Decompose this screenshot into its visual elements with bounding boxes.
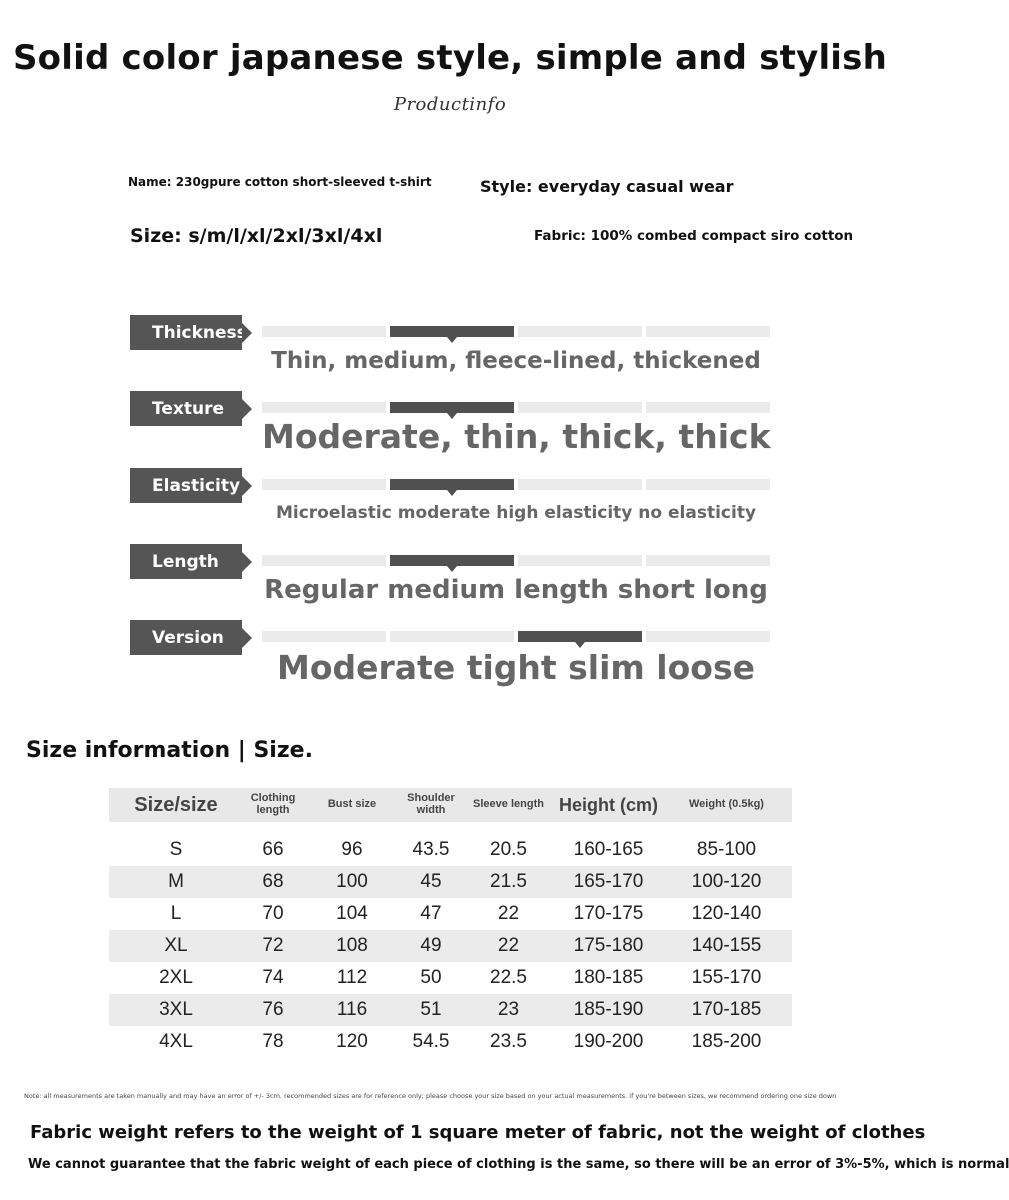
table-cell: 22: [461, 930, 556, 962]
table-cell: XL: [109, 930, 243, 962]
table-cell: 120: [336, 1031, 368, 1052]
table-cell: 47: [420, 903, 442, 924]
table-cell: M: [109, 866, 243, 898]
table-cell: 160-165: [573, 839, 644, 860]
table-cell: 66: [262, 839, 284, 860]
table-cell: 45: [401, 866, 461, 898]
scale-segment: [518, 326, 642, 337]
table-cell: 180-185: [573, 967, 644, 988]
scale-segment: [262, 555, 386, 566]
scale-segment-selected: [390, 326, 514, 337]
measurement-note: Note: all measurements are taken manually and may have an error of +/- 3cm. recommended sizes are for reference only; please choose your size based on your actual measurements. if you're between sizes, we recommend ordering one size down: [24, 1092, 837, 1100]
product-name: Name: 230gpure cotton short-sleeved t-shirt: [128, 175, 432, 189]
table-cell: 140-155: [661, 930, 792, 962]
table-cell: 104: [336, 903, 368, 924]
table-cell: 49: [401, 930, 461, 962]
table-cell: 120-140: [691, 903, 762, 924]
table-cell: L: [170, 903, 182, 924]
product-style: Style: everyday casual wear: [480, 177, 734, 196]
attribute-label-version: Version: [130, 620, 242, 655]
column-header-bust-size: Bust size: [303, 788, 401, 822]
attribute-options-length: Regular medium length short long: [264, 575, 768, 605]
attribute-label-length: Length: [130, 544, 242, 579]
attribute-scale-length: [262, 555, 770, 566]
table-cell: 170-185: [661, 994, 792, 1026]
attribute-options-version: Moderate tight slim loose: [277, 648, 755, 687]
attribute-label-texture: Texture: [130, 391, 242, 426]
scale-segment: [262, 326, 386, 337]
attribute-options-thickness: Thin, medium, fleece-lined, thickened: [271, 348, 761, 374]
table-row: [109, 962, 792, 994]
table-cell: 70: [262, 903, 284, 924]
product-size: Size: s/m/l/xl/2xl/3xl/4xl: [130, 225, 383, 247]
table-cell: S: [169, 839, 183, 860]
scale-segment: [518, 479, 642, 490]
table-cell: 43.5: [412, 839, 450, 860]
table-cell: 68: [243, 866, 303, 898]
scale-segment-selected: [390, 555, 514, 566]
scale-segment: [646, 631, 770, 642]
scale-segment: [646, 479, 770, 490]
scale-segment-selected: [390, 479, 514, 490]
table-cell: 100: [303, 866, 401, 898]
scale-segment: [390, 631, 514, 642]
scale-segment: [518, 402, 642, 413]
fabric-weight-note: Fabric weight refers to the weight of 1 square meter of fabric, not the weight of clothes: [30, 1122, 926, 1143]
size-table: [109, 788, 792, 1058]
table-cell: 3XL: [109, 994, 243, 1026]
attribute-options-texture: Moderate, thin, thick, thick: [262, 417, 771, 456]
table-cell: 2XL: [159, 967, 193, 988]
table-cell: 155-170: [691, 967, 762, 988]
scale-segment: [262, 631, 386, 642]
attribute-label-elasticity: Elasticity: [130, 468, 242, 503]
table-cell: 74: [262, 967, 284, 988]
attribute-options-elasticity: Microelastic moderate high elasticity no elasticity: [275, 503, 757, 523]
attribute-scale-texture: [262, 402, 770, 413]
table-cell: 4XL: [159, 1031, 193, 1052]
scale-segment: [646, 555, 770, 566]
scale-segment: [518, 555, 642, 566]
table-row: [109, 898, 792, 930]
page-title: Solid color japanese style, simple and stylish: [13, 38, 887, 78]
table-cell: 22.5: [490, 967, 527, 988]
column-header-height: Height (cm): [556, 788, 661, 822]
size-section-heading: Size information | Size.: [26, 738, 313, 763]
attribute-scale-version: [262, 631, 770, 642]
product-fabric: Fabric: 100% combed compact siro cotton: [534, 228, 854, 244]
table-cell: 50: [420, 967, 442, 988]
table-cell: 78: [262, 1031, 284, 1052]
table-cell: 116: [303, 994, 401, 1026]
table-row: [109, 1026, 792, 1058]
column-header-weight: Weight (0.5kg): [661, 788, 792, 822]
table-cell: 51: [401, 994, 461, 1026]
table-row: [109, 994, 792, 1026]
table-cell: 22: [497, 903, 520, 924]
table-cell: 100-120: [661, 866, 792, 898]
table-cell: 185-190: [556, 994, 661, 1026]
table-cell: 76: [243, 994, 303, 1026]
table-cell: 85-100: [696, 839, 757, 860]
scale-segment: [262, 479, 386, 490]
table-cell: 54.5: [412, 1031, 450, 1052]
table-cell: 20.5: [490, 839, 527, 860]
attribute-scale-thickness: [262, 326, 770, 337]
table-cell: 23.5: [490, 1031, 527, 1052]
table-cell: 112: [336, 967, 368, 988]
column-header-shoulder-width: Shoulder width: [401, 788, 461, 822]
table-cell: 170-175: [573, 903, 644, 924]
table-cell: 165-170: [556, 866, 661, 898]
table-cell: 185-200: [691, 1031, 762, 1052]
scale-segment: [646, 326, 770, 337]
size-table-header: [109, 788, 792, 822]
table-cell: 175-180: [556, 930, 661, 962]
table-row: [109, 866, 792, 898]
weight-guarantee-note: We cannot guarantee that the fabric weight of each piece of clothing is the same, so there will be an error of 3%-5%, which is normal: [28, 1157, 1009, 1172]
column-header-sleeve-length: Sleeve length: [461, 788, 556, 822]
table-row: [109, 822, 792, 866]
attribute-label-thickness: Thickness: [130, 315, 242, 350]
column-header-size: Size/size: [109, 788, 243, 822]
table-cell: 96: [341, 839, 363, 860]
scale-segment-selected: [390, 402, 514, 413]
scale-segment: [262, 402, 386, 413]
table-cell: 190-200: [573, 1031, 644, 1052]
scale-segment-selected: [518, 631, 642, 642]
table-cell: 108: [303, 930, 401, 962]
product-info-script: Productinfo: [393, 94, 507, 115]
attribute-scale-elasticity: [262, 479, 770, 490]
scale-segment: [646, 402, 770, 413]
table-row: [109, 930, 792, 962]
table-cell: 72: [243, 930, 303, 962]
table-cell: 23: [461, 994, 556, 1026]
column-header-clothing-length: Clothing length: [243, 788, 303, 822]
table-cell: 21.5: [461, 866, 556, 898]
